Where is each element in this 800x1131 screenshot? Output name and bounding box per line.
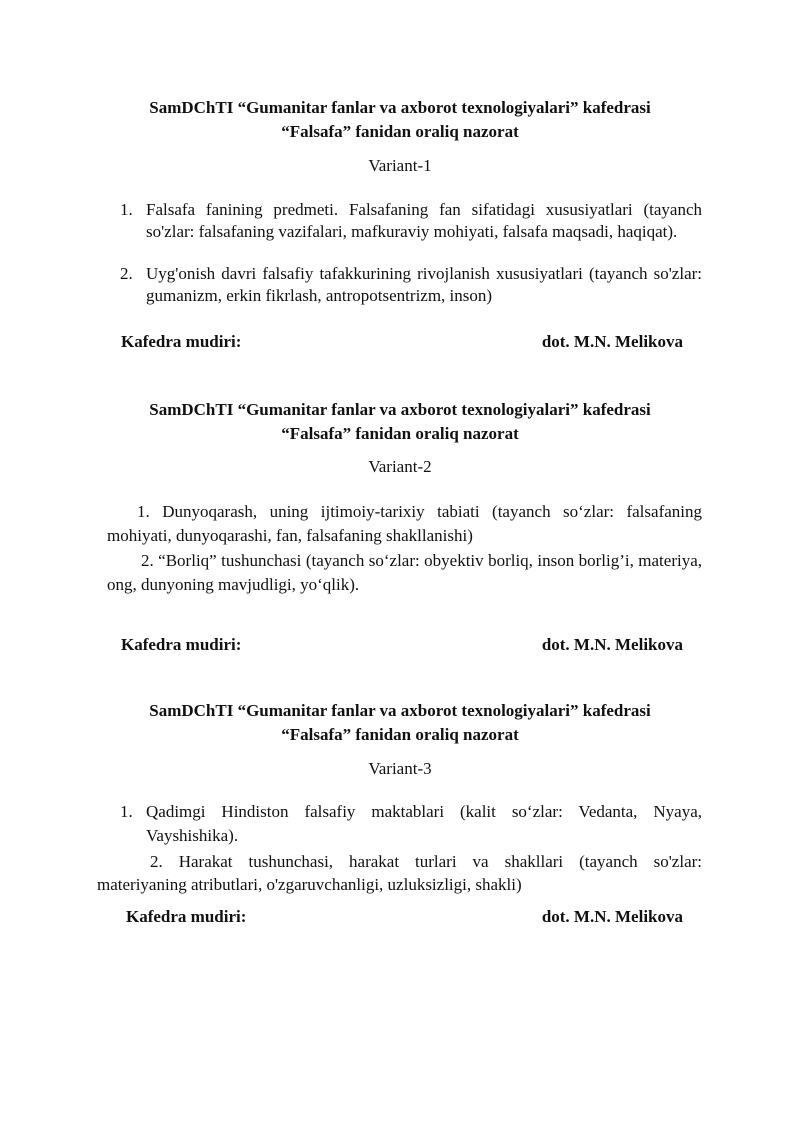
item-text: 2. Harakat tushunchasi, harakat turlari va shakllari (tayanch so'zlar: materiyaning atributlari, o'zgaruvchanligi, uzluksizligi, shakli)	[97, 852, 702, 894]
block2-heading-line2: “Falsafa” fanidan oraliq nazorat	[281, 424, 519, 443]
item-number: 1.	[120, 200, 133, 219]
block3-heading-line1: SamDChTI “Gumanitar fanlar va axborot texnologiyalari” kafedrasi	[149, 701, 651, 720]
variant-2-title: Variant-2	[368, 457, 432, 476]
block1-heading-line2: “Falsafa” fanidan oraliq nazorat	[281, 122, 519, 141]
variant-1-item-2	[120, 263, 702, 306]
variant-2-item-2	[107, 549, 702, 597]
item-text: 2. “Borliq” tushunchasi (tayanch so‘zlar: obyektiv borliq, inson borlig’i, materiya, ong, dunyoning mavjudligi, yo‘qlik).	[107, 551, 702, 594]
signature-name: dot. M.N. Melikova	[541, 332, 683, 351]
block2-heading-line1: SamDChTI “Gumanitar fanlar va axborot texnologiyalari” kafedrasi	[149, 400, 651, 419]
variant-1-title: Variant-1	[368, 156, 432, 175]
variant-3-item-2	[97, 850, 702, 896]
signature-label: Kafedra mudiri:	[121, 635, 242, 654]
signature-label: Kafedra mudiri:	[126, 907, 247, 926]
block3-heading-line2: “Falsafa” fanidan oraliq nazorat	[281, 725, 519, 744]
variant-3-item-1	[120, 800, 702, 848]
item-number: 2.	[120, 264, 133, 283]
item-text: Falsafa fanining predmeti. Falsafaning fan sifatidagi xususiyatlari (tayanch so'zlar: falsafaning vazifalari, mafkuraviy mohiyati, falsafa maqsadi, haqiqat).	[146, 200, 702, 241]
item-number: 1.	[120, 802, 133, 821]
variant-2-item-1	[107, 500, 702, 548]
signature-name: dot. M.N. Melikova	[541, 907, 683, 926]
variant-1-item-1	[120, 199, 702, 242]
signature-name: dot. M.N. Melikova	[541, 635, 683, 654]
item-text: Qadimgi Hindiston falsafiy maktablari (kalit so‘zlar: Vedanta, Nyaya, Vayshishika).	[146, 802, 702, 845]
item-text: 1. Dunyoqarash, uning ijtimoiy-tarixiy tabiati (tayanch so‘zlar: falsafaning mohiyati, dunyoqarashi, fan, falsafaning shakllanishi)	[107, 502, 702, 545]
item-text: Uyg'onish davri falsafiy tafakkurining rivojlanish xususiyatlari (tayanch so'zlar: gumanizm, erkin fikrlash, antropotsentrizm, inson)	[146, 264, 702, 305]
variant-3-title: Variant-3	[368, 759, 432, 778]
signature-label: Kafedra mudiri:	[121, 332, 242, 351]
block1-heading-line1: SamDChTI “Gumanitar fanlar va axborot texnologiyalari” kafedrasi	[149, 98, 651, 117]
